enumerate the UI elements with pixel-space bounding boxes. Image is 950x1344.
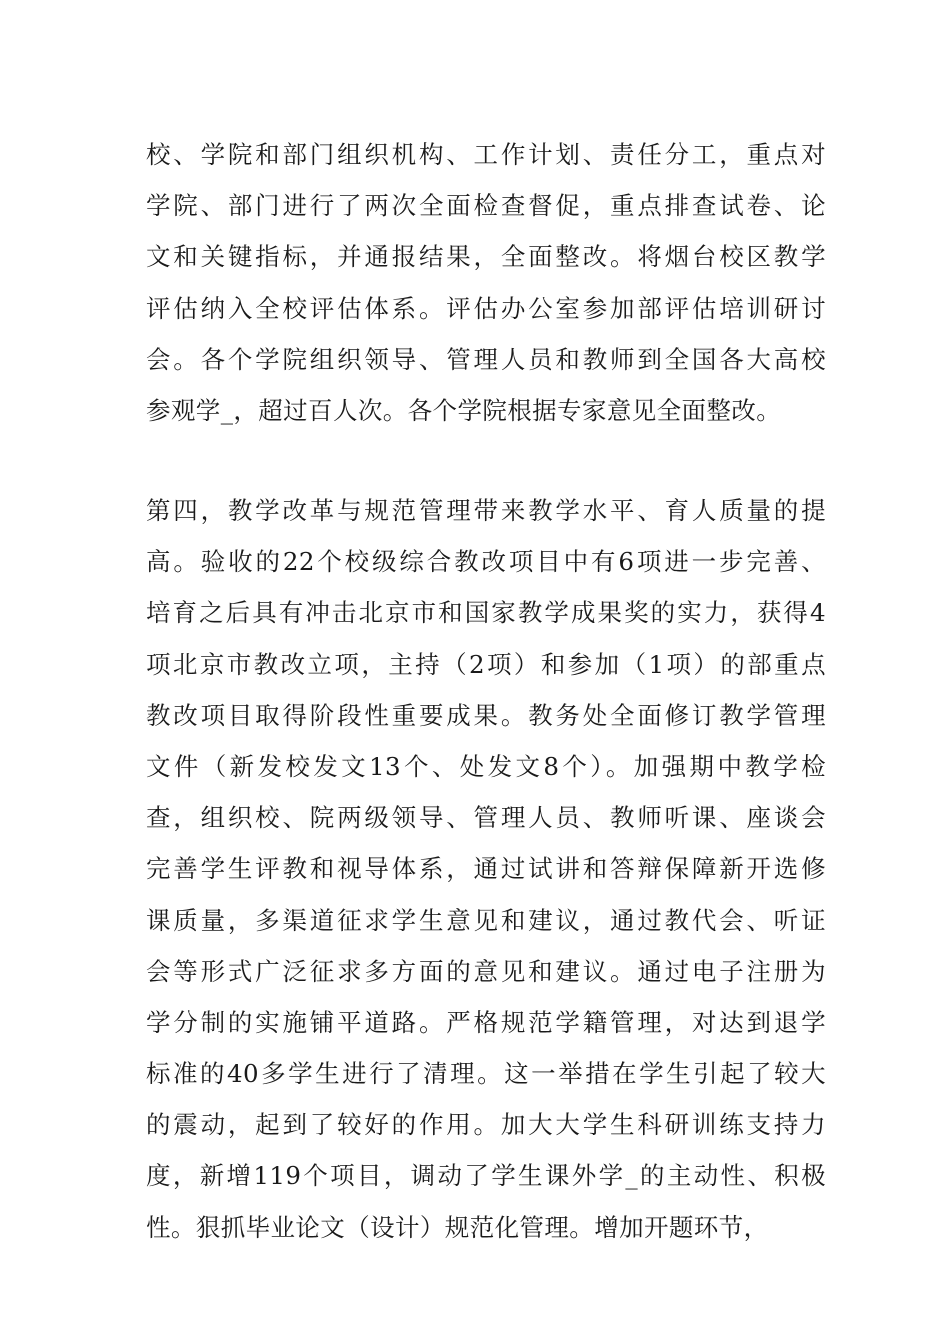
paragraph-2 bbox=[146, 485, 826, 1253]
text-line: 培育之后具有冲击北京市和国家教学成果奖的实力，获得4 bbox=[146, 598, 826, 628]
text-line: 文件（新发校发文13个、处发文8个）。加强期中教学检 bbox=[146, 751, 826, 781]
text-line: 评估纳入全校评估体系。评估办公室参加部评估培训研讨 bbox=[146, 293, 826, 323]
text-line: 会等形式广泛征求多方面的意见和建议。通过电子注册为 bbox=[146, 956, 826, 986]
text-line: 学院、部门进行了两次全面检查督促，重点排查试卷、论 bbox=[146, 191, 826, 221]
text-line: 会。各个学院组织领导、管理人员和教师到全国各大高校 bbox=[146, 344, 826, 374]
text-line: 度，新增119个项目，调动了学生课外学_的主动性、积极 bbox=[146, 1161, 826, 1191]
text-line: 查，组织校、院两级领导、管理人员、教师听课、座谈会 bbox=[146, 803, 826, 833]
text-line: 参观学_，超过百人次。各个学院根据专家意见全面整改。 bbox=[146, 395, 782, 425]
text-line: 标准的40多学生进行了清理。这一举措在学生引起了较大 bbox=[146, 1059, 826, 1089]
paragraph-1 bbox=[146, 129, 826, 436]
text-line: 学分制的实施铺平道路。严格规范学籍管理，对达到退学 bbox=[146, 1007, 826, 1037]
text-line: 高。验收的22个校级综合教改项目中有6项进一步完善、 bbox=[146, 547, 826, 577]
text-line: 性。狠抓毕业论文（设计）规范化管理。增加开题环节， bbox=[146, 1212, 769, 1242]
text-line: 校、学院和部门组织机构、工作计划、责任分工，重点对 bbox=[146, 140, 826, 169]
text-line: 完善学生评教和视导体系，通过试讲和答辩保障新开选修 bbox=[146, 854, 826, 884]
text-line: 文和关键指标，并通报结果，全面整改。将烟台校区教学 bbox=[146, 242, 826, 272]
text-line: 教改项目取得阶段性重要成果。教务处全面修订教学管理 bbox=[146, 700, 826, 730]
text-line: 课质量，多渠道征求学生意见和建议，通过教代会、听证 bbox=[146, 905, 826, 935]
text-line: 的震动，起到了较好的作用。加大大学生科研训练支持力 bbox=[146, 1110, 826, 1140]
text-line: 项北京市教改立项，主持（2项）和参加（1项）的部重点 bbox=[146, 649, 826, 679]
text-line: 第四，教学改革与规范管理带来教学水平、育人质量的提 bbox=[146, 496, 826, 525]
